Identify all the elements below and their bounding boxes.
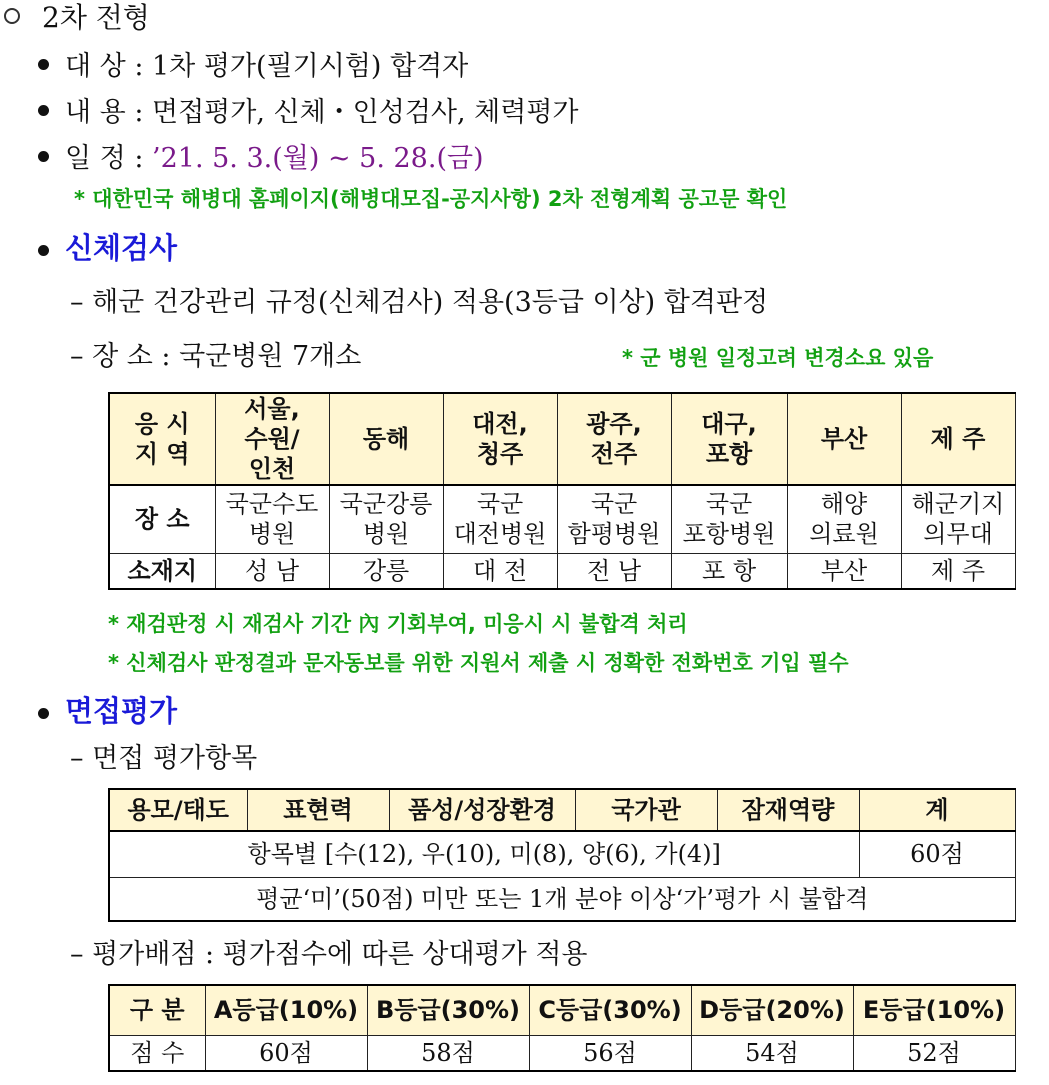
physical-note1: * 재검판정 시 재검사 기간 內 기회부여, 미응시 시 불합격 처리 (108, 612, 688, 636)
circle-bullet-icon (4, 8, 20, 24)
score-cell: 58점 (367, 1035, 529, 1071)
physical-line2-note: * 군 병원 일정고려 변경소요 있음 (622, 346, 934, 370)
interview-title: 면접평가 (65, 694, 178, 728)
location-cell: 전 남 (557, 553, 671, 589)
place-cell: 해군기지 의무대 (901, 485, 1015, 553)
location-cell: 성 남 (215, 553, 329, 589)
hospital-table (108, 392, 1016, 590)
schedule-value: ’21. 5. 3.(월) ~ 5. 28.(금) (152, 143, 484, 174)
interview-header-cell: 계 (859, 789, 1015, 831)
header-cell: 대전, 청주 (443, 393, 557, 485)
score-cell: 52점 (853, 1035, 1015, 1071)
bullet-dot-icon (38, 245, 49, 256)
score-label: 점 수 (109, 1035, 205, 1071)
physical-title: 신체검사 (65, 231, 178, 265)
score-header-cell: 구 분 (109, 985, 205, 1035)
bullet-dot-icon (38, 151, 49, 162)
interview-table (108, 788, 1016, 922)
place-cell: 국군수도 병원 (215, 485, 329, 553)
interview-header-cell: 표현력 (247, 789, 389, 831)
location-label: 소재지 (109, 553, 215, 589)
grade-scale-cell: 항목별 [수(12), 우(10), 미(8), 양(6), 가(4)] (109, 831, 859, 877)
interview-header-cell: 국가관 (575, 789, 717, 831)
bullet-dot-icon (38, 708, 49, 719)
header-cell: 서울, 수원/ 인천 (215, 393, 329, 485)
hospital-place-row (109, 485, 1015, 553)
place-cell: 국군 함평병원 (557, 485, 671, 553)
bullet-target: 대 상 : 1차 평가(필기시험) 합격자 (38, 44, 468, 83)
score-header-cell: D등급(20%) (691, 985, 853, 1035)
header-cell: 광주, 전주 (557, 393, 671, 485)
location-cell: 부산 (787, 553, 901, 589)
header-cell: 부산 (787, 393, 901, 485)
score-header-row (109, 985, 1015, 1035)
place-cell: 국군강릉 병원 (329, 485, 443, 553)
schedule-note: * 대한민국 해병대 홈페이지(해병대모집-공지사항) 2차 전형계획 공고문 확인 (74, 187, 788, 211)
section-title: 2차 전형 (42, 1, 150, 34)
hospital-location-row (109, 553, 1015, 589)
hospital-header-row (109, 393, 1015, 485)
interview-header-cell: 용모/태도 (109, 789, 247, 831)
score-header-cell: E등급(10%) (853, 985, 1015, 1035)
section-heading (4, 0, 150, 36)
header-cell: 제 주 (901, 393, 1015, 485)
interview-row-2 (109, 877, 1015, 921)
physical-line1: – 해군 건강관리 규정(신체검사) 적용(3등급 이상) 합격판정 (70, 287, 769, 318)
bullet-dot-icon (38, 105, 49, 116)
location-cell: 강릉 (329, 553, 443, 589)
interview-row-1 (109, 831, 1015, 877)
score-cell: 54점 (691, 1035, 853, 1071)
place-cell: 국군 포항병원 (671, 485, 787, 553)
bullet-content: 내 용 : 면접평가, 신체・인성검사, 체력평가 (38, 90, 579, 129)
bullet-dot-icon (38, 59, 49, 70)
interview-heading (38, 689, 177, 730)
bullet-schedule: 일 정 : ’21. 5. 3.(월) ~ 5. 28.(금) (38, 136, 484, 175)
score-row (109, 1035, 1015, 1071)
place-label: 장 소 (109, 485, 215, 553)
location-cell: 대 전 (443, 553, 557, 589)
interview-header-row (109, 789, 1015, 831)
location-cell: 포 항 (671, 553, 787, 589)
score-header-cell: C등급(30%) (529, 985, 691, 1035)
interview-header-cell: 품성/성장환경 (389, 789, 575, 831)
physical-note2: * 신체검사 판정결과 문자동보를 위한 지원서 제출 시 정확한 전화번호 기입 필수 (108, 651, 849, 675)
place-cell: 해양 의료원 (787, 485, 901, 553)
location-cell: 제 주 (901, 553, 1015, 589)
place-cell: 국군 대전병원 (443, 485, 557, 553)
fail-rule-cell: 평균‘미’(50점) 미만 또는 1개 분야 이상‘가’평가 시 불합격 (109, 877, 1015, 921)
header-cell: 동해 (329, 393, 443, 485)
header-cell: 응 시 지 역 (109, 393, 215, 485)
interview-header-cell: 잠재역량 (717, 789, 859, 831)
header-cell: 대구, 포항 (671, 393, 787, 485)
score-header-cell: B등급(30%) (367, 985, 529, 1035)
physical-heading (38, 226, 177, 267)
score-cell: 56점 (529, 1035, 691, 1071)
score-header-cell: A등급(10%) (205, 985, 367, 1035)
total-score-cell: 60점 (859, 831, 1015, 877)
score-table (108, 984, 1016, 1072)
physical-line2: – 장 소 : 국군병원 7개소 (70, 341, 362, 372)
score-cell: 60점 (205, 1035, 367, 1071)
interview-line1: – 면접 평가항목 (70, 743, 258, 774)
interview-line2: – 평가배점 : 평가점수에 따른 상대평가 적용 (70, 939, 588, 970)
